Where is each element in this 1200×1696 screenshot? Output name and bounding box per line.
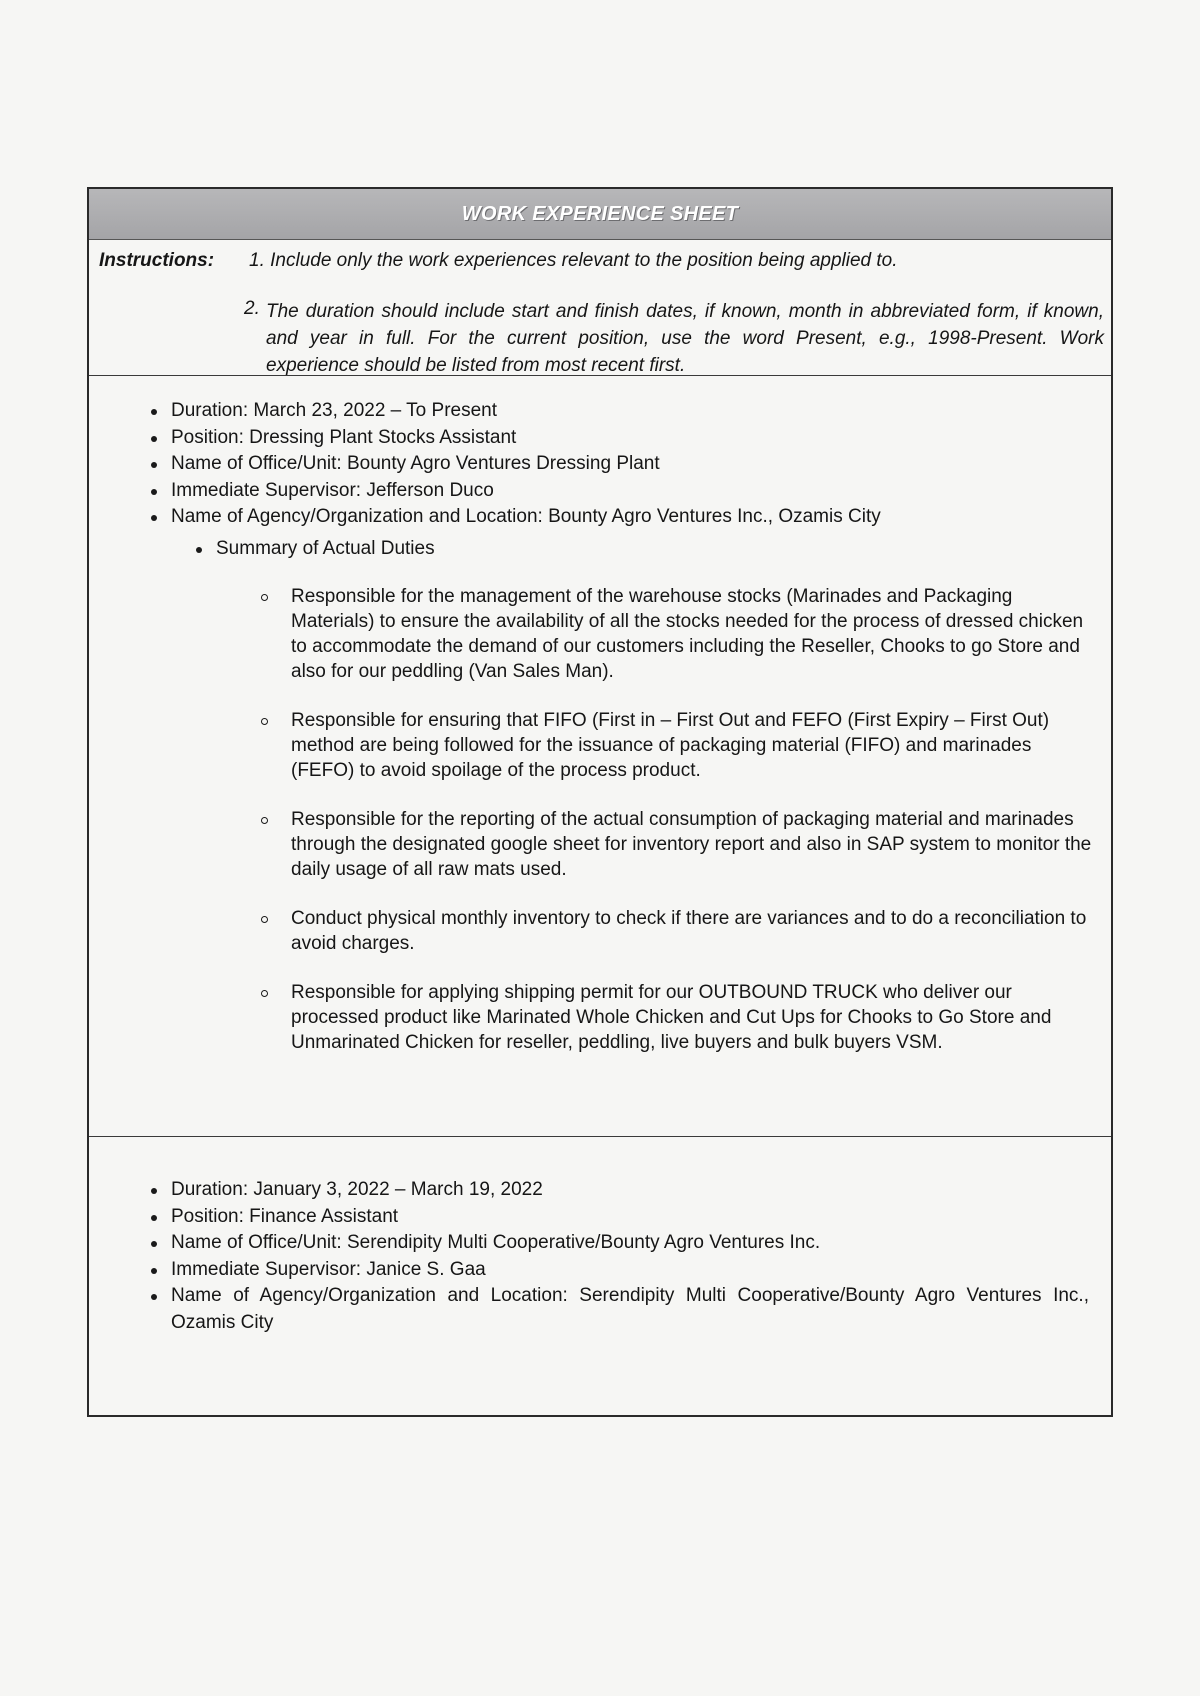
instructions-section [89, 240, 1111, 376]
duty-item: Responsible for the management of the warehouse stocks (Marinades and Packaging Materials) to ensure the availability of all the stocks needed for the process of dressed chicken to accommodate the demand of our customers including the Reseller, Chooks to go Store and also for our peddling (Van Sales Man). [259, 584, 1094, 684]
entry-duration: Duration: January 3, 2022 – March 19, 2022 [149, 1177, 1089, 1204]
duty-item: Responsible for the reporting of the actual consumption of packaging material and marinades through the designated google sheet for inventory report and also in SAP system to monitor the daily usage of all raw mats used. [259, 807, 1094, 882]
entry-agency: Name of Agency/Organization and Location: Bounty Agro Ventures Inc., Ozamis City [149, 504, 1089, 531]
entry-office: Name of Office/Unit: Bounty Agro Ventures Dressing Plant [149, 451, 1089, 478]
summary-of-duties-label: Summary of Actual Duties [194, 538, 435, 560]
instructions-label: Instructions: [99, 250, 215, 271]
entry-duration: Duration: March 23, 2022 – To Present [149, 398, 1089, 425]
work-entry-1-fields [149, 398, 1089, 531]
duties-list [259, 584, 1094, 1079]
sheet-title: WORK EXPERIENCE SHEET [461, 202, 739, 225]
instruction-item-2 [244, 298, 1104, 379]
duty-item: Responsible for ensuring that FIFO (First in – First Out and FEFO (First Expiry – First Out) method are being followed for the issuance of packaging material (FIFO) and marinades (FEFO) to avoid spoilage of the process product. [259, 708, 1094, 783]
entry-agency: Name of Agency/Organization and Location: Serendipity Multi Cooperative/Bounty Agro Ventures Inc., Ozamis City [149, 1283, 1089, 1336]
entry-position: Position: Finance Assistant [149, 1204, 1089, 1231]
instruction-item-1: 1. Include only the work experiences relevant to the position being applied to. [249, 250, 898, 271]
work-experience-sheet [87, 187, 1113, 1417]
duty-item: Responsible for applying shipping permit for our OUTBOUND TRUCK who deliver our processed product like Marinated Whole Chicken and Cut Ups for Chooks to Go Store and Unmarinated Chicken for reseller, peddling, live buyers and bulk buyers VSM. [259, 980, 1094, 1055]
sheet-header [89, 189, 1111, 240]
instruction-item-2-number: 2. [244, 298, 260, 319]
work-entry-2 [89, 1137, 1111, 1417]
entry-supervisor: Immediate Supervisor: Jefferson Duco [149, 478, 1089, 505]
work-entry-1 [89, 376, 1111, 1137]
work-entry-2-fields [149, 1177, 1089, 1336]
instruction-item-2-text: The duration should include start and finish dates, if known, month in abbreviated form, if known, and year in full. For the current position, use the word Present, e.g., 1998-Present. Work experience should be listed from most recent first. [266, 301, 1104, 376]
entry-position: Position: Dressing Plant Stocks Assistant [149, 425, 1089, 452]
entry-supervisor: Immediate Supervisor: Janice S. Gaa [149, 1257, 1089, 1284]
duty-item: Conduct physical monthly inventory to check if there are variances and to do a reconciliation to avoid charges. [259, 906, 1094, 956]
entry-office: Name of Office/Unit: Serendipity Multi Cooperative/Bounty Agro Ventures Inc. [149, 1230, 1089, 1257]
